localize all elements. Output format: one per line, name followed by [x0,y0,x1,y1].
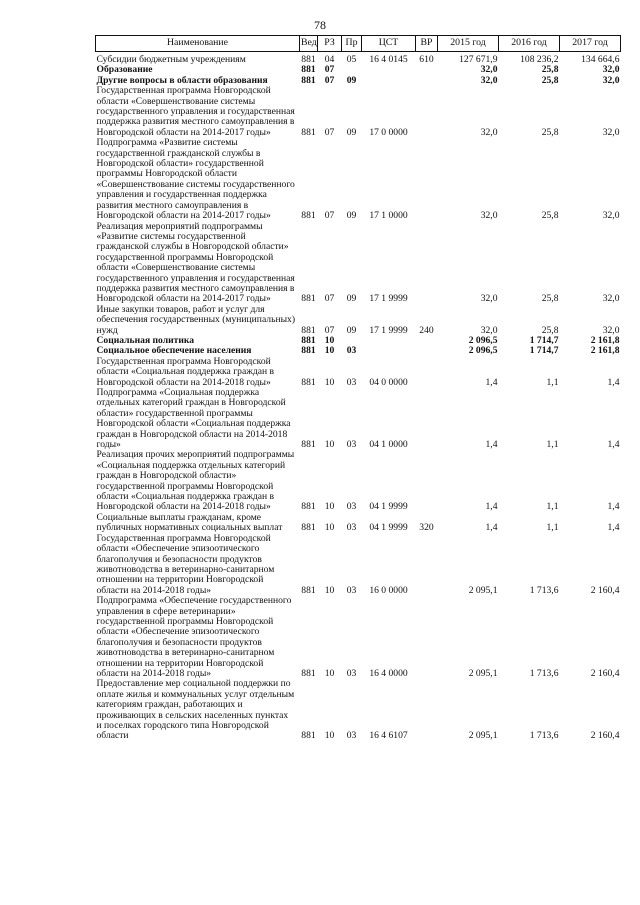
row-ved-cell: 881 [301,345,316,357]
row-2016-cell: 108 236,2 [520,54,559,65]
row-name-cell: Подпрограмма «Социальная поддержка отдельных категорий граждан в Новгородской области» государственной программы Новгородской области «Социальная поддержка граждан в Новгородской области на 2014-2018 годы» [96,387,291,451]
row-pr-cell: 09 [346,74,357,86]
row-2016-cell: 25,8 [541,210,559,222]
row-rz-cell: 07 [324,293,335,305]
row-name-cell: Иные закупки товаров, работ и услуг для обеспечения государственных (муниципальных) нужд [96,303,296,336]
row-cst-cell: 17 1 9999 [369,324,408,336]
row-vr-cell [416,65,438,75]
row-2015-cell: 32,0 [480,293,498,305]
row-cst-cell: 16 4 6107 [369,730,408,742]
row-2015-cell: 2 095,1 [468,730,498,742]
row-2017-cell: 32,0 [602,74,620,86]
row-2016-cell: 25,8 [541,64,559,76]
row-pr-cell: 05 [346,54,357,65]
row-pr-cell: 03 [346,667,357,679]
row-2015-cell: 1,4 [485,439,498,451]
row-vr-cell [416,346,438,356]
row-2017-cell: 1,4 [607,376,620,388]
row-name-cell: Образование [96,64,153,76]
row-pr-cell: 09 [346,210,357,222]
header-2017: 2017 год [560,36,621,52]
row-ved-cell: 881 [301,74,316,86]
budget-table [95,35,621,742]
row-2015-cell: 32,0 [480,126,498,138]
table-row [96,388,621,450]
row-vr-cell [416,76,438,86]
row-rz-cell: 07 [324,64,335,76]
row-ved-cell: 881 [301,667,316,679]
header-2016: 2016 год [499,36,560,52]
row-cst-cell: 17 0 0000 [369,126,408,138]
row-2017-cell: 2 161,8 [590,345,620,357]
table-row [96,357,621,388]
row-vr-cell [416,222,438,305]
row-2015-cell: 2 095,1 [468,667,498,679]
row-vr-cell [416,388,438,450]
row-pr-cell: 03 [346,522,357,534]
row-rz-cell: 07 [324,126,335,138]
row-rz-cell: 10 [324,345,335,357]
row-cst-cell [362,336,416,346]
row-vr-cell [416,86,438,138]
row-2017-cell: 32,0 [602,293,620,305]
row-pr-cell: 03 [346,376,357,388]
row-2015-cell: 1,4 [485,501,498,513]
header-vr: ВР [416,36,438,52]
table-row [96,534,621,596]
row-ved-cell: 881 [301,376,316,388]
row-rz-cell: 04 [324,54,335,65]
row-cst-cell: 04 1 9999 [369,522,408,534]
row-2016-cell: 1 713,6 [529,667,559,679]
header-2015: 2015 год [438,36,499,52]
row-name-cell: Подпрограмма «Развитие системы государственной гражданской службы в Новгородской области» государственной программы Новгородской области «Совершенствование системы государственного управления и государственная поддержка развития местного самоуправления в Новгородской области на 2014-2017 годы» [96,137,295,222]
table-row [96,450,621,512]
header-pr: Пр [342,36,362,52]
header-cst: ЦСТ [362,36,416,52]
row-2016-cell: 1 713,6 [529,730,559,742]
row-2015-cell: 32,0 [480,74,498,86]
row-rz-cell: 07 [324,324,335,336]
row-cst-cell: 04 1 9999 [369,501,408,513]
row-2015-cell: 127 671,9 [459,54,498,65]
row-rz-cell: 10 [324,667,335,679]
row-rz-cell: 10 [324,730,335,742]
table-row [96,138,621,221]
row-ved-cell: 881 [301,324,316,336]
table-row [96,305,621,336]
table-body [96,52,621,742]
row-vr-cell [416,138,438,221]
row-2015-cell: 1,4 [485,376,498,388]
row-2016-cell: 1 714,7 [529,334,559,346]
row-vr-cell: 240 [419,324,434,336]
row-2015-cell: 2 095,1 [468,584,498,596]
row-pr-cell: 03 [346,501,357,513]
row-name-cell: Социальное обеспечение населения [96,345,252,357]
page-number: 78 [314,18,326,32]
row-2015-cell: 2 096,5 [468,345,498,357]
table-row [96,86,621,138]
row-2015-cell: 2 096,5 [468,334,498,346]
row-rz-cell: 10 [324,439,335,451]
row-rz-cell: 07 [324,74,335,86]
row-2015-cell: 1,4 [485,522,498,534]
row-vr-cell: 610 [419,54,434,65]
row-ved-cell: 881 [301,730,316,742]
row-2017-cell: 1,4 [607,501,620,513]
row-ved-cell: 881 [301,210,316,222]
row-cst-cell [362,346,416,356]
row-ved-cell: 881 [301,584,316,596]
row-2017-cell: 32,0 [602,324,620,336]
table-row [96,52,621,66]
row-vr-cell [416,357,438,388]
row-rz-cell: 07 [324,210,335,222]
row-name-cell: Субсидии бюджетным учреждениям [96,54,246,65]
row-pr-cell: 09 [346,126,357,138]
row-rz-cell: 10 [324,522,335,534]
row-2016-cell: 25,8 [541,324,559,336]
row-ved-cell: 881 [301,126,316,138]
row-vr-cell [416,336,438,346]
row-vr-cell [416,596,438,679]
row-ved-cell: 881 [301,54,316,65]
row-cst-cell: 16 4 0145 [369,54,408,65]
row-2016-cell: 1,1 [546,501,559,513]
header-ved: Вед [300,36,318,52]
table-row [96,513,621,534]
row-rz-cell: 10 [324,501,335,513]
row-2016-cell: 1 714,7 [529,345,559,357]
row-ved-cell: 881 [301,334,316,346]
row-2017-cell: 2 160,4 [590,730,620,742]
row-ved-cell: 881 [301,501,316,513]
row-name-cell: Другие вопросы в области образования [96,74,268,86]
row-2017-cell: 1,4 [607,522,620,534]
row-2016-cell: 25,8 [541,126,559,138]
row-2017-cell: 32,0 [602,126,620,138]
row-name-cell: Реализация мероприятий подпрограммы «Развитие системы государственной гражданской службы в Новгородской области» государственной программы Новгородской области «Совершенствование системы государственного управления и государственная поддержка развития местного самоуправления в Новгородской области на 2014-2017 годы» [96,220,295,305]
row-2017-cell: 2 161,8 [590,334,620,346]
row-cst-cell [362,76,416,86]
row-ved-cell: 881 [301,522,316,534]
header-rz: РЗ [318,36,342,52]
row-name-cell: Государственная программа Новгородской области «Социальная поддержка граждан в Новгородской области на 2014-2018 годы» [96,355,275,388]
row-rz-cell: 10 [324,334,335,346]
row-2017-cell: 2 160,4 [590,584,620,596]
row-2017-cell: 32,0 [602,210,620,222]
row-2017-cell: 2 160,4 [590,667,620,679]
row-cst-cell: 16 0 0000 [369,584,408,596]
row-2015-cell: 32,0 [480,324,498,336]
row-ved-cell: 881 [301,439,316,451]
table-row [96,222,621,305]
table-row [96,679,621,741]
row-vr-cell [416,679,438,741]
row-cst-cell: 04 1 0000 [369,439,408,451]
row-2016-cell: 1,1 [546,376,559,388]
row-pr-cell: 09 [346,324,357,336]
row-cst-cell: 17 1 0000 [369,210,408,222]
row-ved-cell: 881 [301,293,316,305]
row-cst-cell: 16 4 0000 [369,667,408,679]
row-rz-cell: 10 [324,376,335,388]
row-name-cell: Государственная программа Новгородской области «Совершенствование системы государственного управления и государственная поддержка развития местного самоуправления в Новгородской области на 2014-2017 годы» [96,85,295,138]
row-2016-cell: 1,1 [546,522,559,534]
row-pr-cell: 03 [346,439,357,451]
row-2015-cell: 32,0 [480,210,498,222]
row-2016-cell: 25,8 [541,74,559,86]
row-name-cell: Предоставление мер социальной поддержки по оплате жилья и коммунальных услуг отдельным категориям граждан, работающих и проживающих в сельских населенных пунктах и поселках городского типа Новгородской области [96,678,295,742]
row-vr-cell [416,450,438,512]
row-cst-cell [362,65,416,75]
table-row [96,596,621,679]
row-cst-cell: 04 0 0000 [369,376,408,388]
row-pr-cell: 03 [346,730,357,742]
row-vr-cell [416,534,438,596]
table-header-row [96,36,621,52]
row-rz-cell: 10 [324,584,335,596]
row-2017-cell: 32,0 [602,64,620,76]
row-name-cell: Социальные выплаты гражданам, кроме публичных нормативных социальных выплат [96,511,283,534]
row-pr-cell: 03 [346,584,357,596]
row-2016-cell: 1,1 [546,439,559,451]
row-pr-cell: 09 [346,293,357,305]
row-name-cell: Социальная политика [96,334,195,346]
row-2016-cell: 25,8 [541,293,559,305]
row-name-cell: Государственная программа Новгородской области «Обеспечение эпизоотического благополучия и безопасности продуктов животноводства в ветеринарно-санитарном отношении на территории Новгородской области на 2014-2018 годы» [96,532,275,596]
row-name-cell: Реализация прочих мероприятий подпрограммы «Социальная поддержка отдельных категорий граждан в Новгородской области» государственной программы Новгородской области «Социальная поддержка граждан в Новгородской области на 2014-2018 годы» [96,449,295,513]
row-pr-cell: 03 [346,345,357,357]
row-2017-cell: 1,4 [607,439,620,451]
header-name: Наименование [96,36,300,52]
row-2016-cell: 1 713,6 [529,584,559,596]
row-2015-cell: 32,0 [480,64,498,76]
row-ved-cell: 881 [301,64,316,76]
row-2017-cell: 134 664,6 [581,54,620,65]
row-cst-cell: 17 1 9999 [369,293,408,305]
row-name-cell: Подпрограмма «Обеспечение государственного управления в сфере ветеринарии» государственной программы Новгородской области «Обеспечение эпизоотического благополучия и безопасности продуктов животноводства в ветеринарно-санитарном отношении на территории Новгородской области на 2014-2018 годы» [96,595,292,679]
row-vr-cell: 320 [419,522,434,534]
